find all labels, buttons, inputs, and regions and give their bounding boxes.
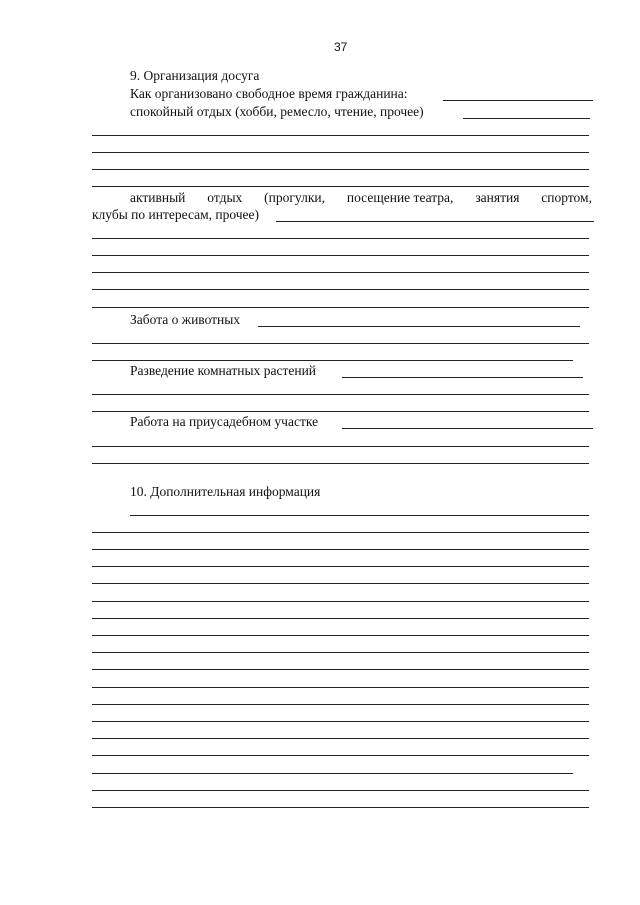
- page-number: 37: [334, 40, 348, 54]
- free-time-answer-line[interactable]: [443, 100, 593, 101]
- active-rest-word: отдых: [207, 190, 243, 205]
- answer-line[interactable]: [92, 755, 589, 756]
- answer-line[interactable]: [92, 635, 589, 636]
- section-9-heading: 9. Организация досуга: [130, 68, 260, 83]
- answer-line[interactable]: [92, 152, 589, 153]
- active-rest-answer-line[interactable]: [276, 221, 594, 222]
- answer-line[interactable]: [92, 618, 589, 619]
- answer-line[interactable]: [92, 255, 589, 256]
- garden-work-label: Работа на приусадебном участке: [130, 414, 319, 429]
- answer-line[interactable]: [92, 135, 589, 136]
- answer-line[interactable]: [92, 272, 589, 273]
- active-rest-word: активный: [130, 190, 186, 205]
- answer-line[interactable]: [92, 773, 573, 774]
- answer-line[interactable]: [92, 307, 589, 308]
- answer-line[interactable]: [92, 169, 589, 170]
- answer-line[interactable]: [92, 652, 589, 653]
- active-rest-word: спортом,: [541, 190, 592, 205]
- answer-line[interactable]: [92, 807, 589, 808]
- active-rest-word: занятия: [475, 190, 520, 205]
- active-rest-label-continued: клубы по интересам, прочее): [92, 207, 260, 222]
- calm-rest-label: спокойный отдых (хобби, ремесло, чтение, прочее): [130, 104, 424, 119]
- answer-line[interactable]: [92, 738, 589, 739]
- answer-line[interactable]: [92, 394, 589, 395]
- answer-line[interactable]: [92, 532, 589, 533]
- answer-line[interactable]: [92, 704, 589, 705]
- section-10-heading: 10. Дополнительная информация: [130, 484, 321, 499]
- additional-info-answer-line[interactable]: [130, 515, 589, 516]
- answer-line[interactable]: [92, 790, 589, 791]
- calm-rest-answer-line[interactable]: [463, 118, 590, 119]
- animal-care-label: Забота о животных: [130, 312, 241, 327]
- answer-line[interactable]: [92, 360, 573, 361]
- answer-line[interactable]: [92, 601, 589, 602]
- answer-line[interactable]: [92, 669, 589, 670]
- garden-work-answer-line[interactable]: [342, 428, 593, 429]
- answer-line[interactable]: [92, 549, 589, 550]
- answer-line[interactable]: [92, 238, 589, 239]
- answer-line[interactable]: [92, 343, 589, 344]
- answer-line[interactable]: [92, 186, 589, 187]
- answer-line[interactable]: [92, 463, 589, 464]
- answer-line[interactable]: [92, 721, 589, 722]
- active-rest-word: (прогулки,: [264, 190, 325, 205]
- answer-line[interactable]: [92, 583, 589, 584]
- free-time-question-label: Как организовано свободное время гражданина:: [130, 86, 408, 101]
- answer-line[interactable]: [92, 411, 589, 412]
- active-rest-word: посещение театра,: [346, 190, 454, 205]
- house-plants-answer-line[interactable]: [342, 377, 583, 378]
- active-rest-label: [130, 190, 592, 206]
- answer-line[interactable]: [92, 446, 589, 447]
- answer-line[interactable]: [92, 289, 589, 290]
- animal-care-answer-line[interactable]: [258, 326, 580, 327]
- answer-line[interactable]: [92, 687, 589, 688]
- answer-line[interactable]: [92, 566, 589, 567]
- house-plants-label: Разведение комнатных растений: [130, 363, 317, 378]
